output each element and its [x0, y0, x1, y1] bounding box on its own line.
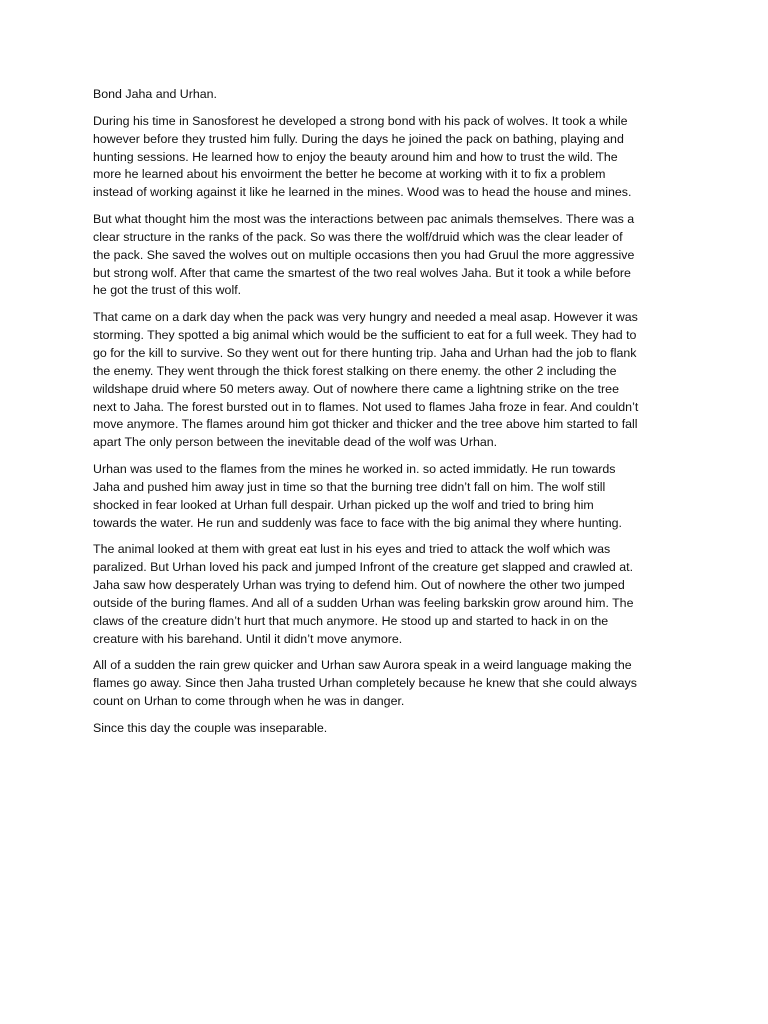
- text-line: Urhan was used to the flames from the mines he worked in. so acted immidatly. He run towards: [93, 462, 616, 477]
- paragraph-5: [93, 541, 675, 648]
- text-line: towards the water. He run and suddenly was face to face with the big animal they where hunting.: [93, 515, 622, 530]
- text-line: shocked in fear looked at Urhan full despair. Urhan picked up the wolf and tried to bring him: [93, 497, 594, 512]
- paragraph-4: [93, 461, 675, 532]
- text-line: Jaha and pushed him away just in time so that the burning tree didn’t fall on him. The wolf still: [93, 479, 606, 494]
- text-line: All of a sudden the rain grew quicker and Urhan saw Aurora speak in a weird language making the: [93, 658, 632, 673]
- text-line: but strong wolf. After that came the smartest of the two real wolves Jaha. But it took a while before: [93, 265, 631, 280]
- paragraph-1: [93, 113, 675, 202]
- text-line: outside of the buring flames. And all of a sudden Urhan was feeling barkskin grow around him. The: [93, 595, 634, 610]
- text-line: more he learned about his envoirment the better he become at working with it to fix a problem: [93, 167, 606, 182]
- paragraph-3: [93, 309, 675, 452]
- text-line: however before they trusted him fully. During the days he joined the pack on bathing, playing and: [93, 131, 624, 146]
- document-title: Bond Jaha and Urhan.: [93, 87, 217, 101]
- text-line: the pack. She saved the wolves out on multiple occasions then you had Gruul the more aggressive: [93, 247, 635, 262]
- text-line: apart The only person between the inevitable dead of the wolf was Urhan.: [93, 435, 498, 450]
- text-line: But what thought him the most was the interactions between pac animals themselves. There was a: [93, 212, 635, 227]
- text-line: go for the kill to survive. So they went out for there hunting trip. Jaha and Urhan had the job to flank: [93, 345, 637, 360]
- text-line: move anymore. The flames around him got thicker and thicker and the tree above him started to fall: [93, 417, 638, 432]
- paragraph-6: [93, 657, 675, 711]
- paragraph-2: [93, 211, 675, 300]
- text-line: instead of working against it like he learned in the mines. Wood was to head the house and mines.: [93, 185, 632, 200]
- text-line: count on Urhan to come through when he was in danger.: [93, 694, 405, 709]
- text-line: creature with his barehand. Until it didn’t move anymore.: [93, 631, 403, 646]
- text-line: flames go away. Since then Jaha trusted Urhan completely because he knew that she could always: [93, 676, 637, 691]
- text-line: The animal looked at them with great eat lust in his eyes and tried to attack the wolf which was: [93, 542, 611, 557]
- text-line: clear structure in the ranks of the pack. So was there the wolf/druid which was the clear leader of: [93, 229, 623, 244]
- text-line: wildshape druid where 50 meters away. Out of nowhere there came a lightning strike on the tree: [93, 381, 619, 396]
- text-line: next to Jaha. The forest bursted out in to flames. Not used to flames Jaha froze in fear. And couldn’t: [93, 399, 639, 414]
- text-line: he got the trust of this wolf.: [93, 283, 242, 298]
- text-line: Since this day the couple was inseparable.: [93, 721, 328, 735]
- paragraph-7: [93, 720, 675, 738]
- text-line: paralized. But Urhan loved his pack and jumped Infront of the creature get slapped and crawled at.: [93, 560, 634, 575]
- text-line: storming. They spotted a big animal which would be the sufficient to eat for a full week. They had to: [93, 328, 637, 343]
- text-line: the enemy. They went through the thick forest stalking on there enemy. the other 2 including the: [93, 363, 617, 378]
- document-body: [93, 86, 675, 747]
- text-line: During his time in Sanosforest he developed a strong bond with his pack of wolves. It took a while: [93, 113, 628, 128]
- text-line: hunting sessions. He learned how to enjoy the beauty around him and how to trust the wild. The: [93, 149, 618, 164]
- text-line: That came on a dark day when the pack was very hungry and needed a meal asap. However it was: [93, 310, 638, 325]
- text-line: Jaha saw how desperately Urhan was trying to defend him. Out of nowhere the other two jumped: [93, 578, 625, 593]
- text-line: claws of the creature didn’t hurt that much anymore. He stood up and started to hack in on the: [93, 613, 609, 628]
